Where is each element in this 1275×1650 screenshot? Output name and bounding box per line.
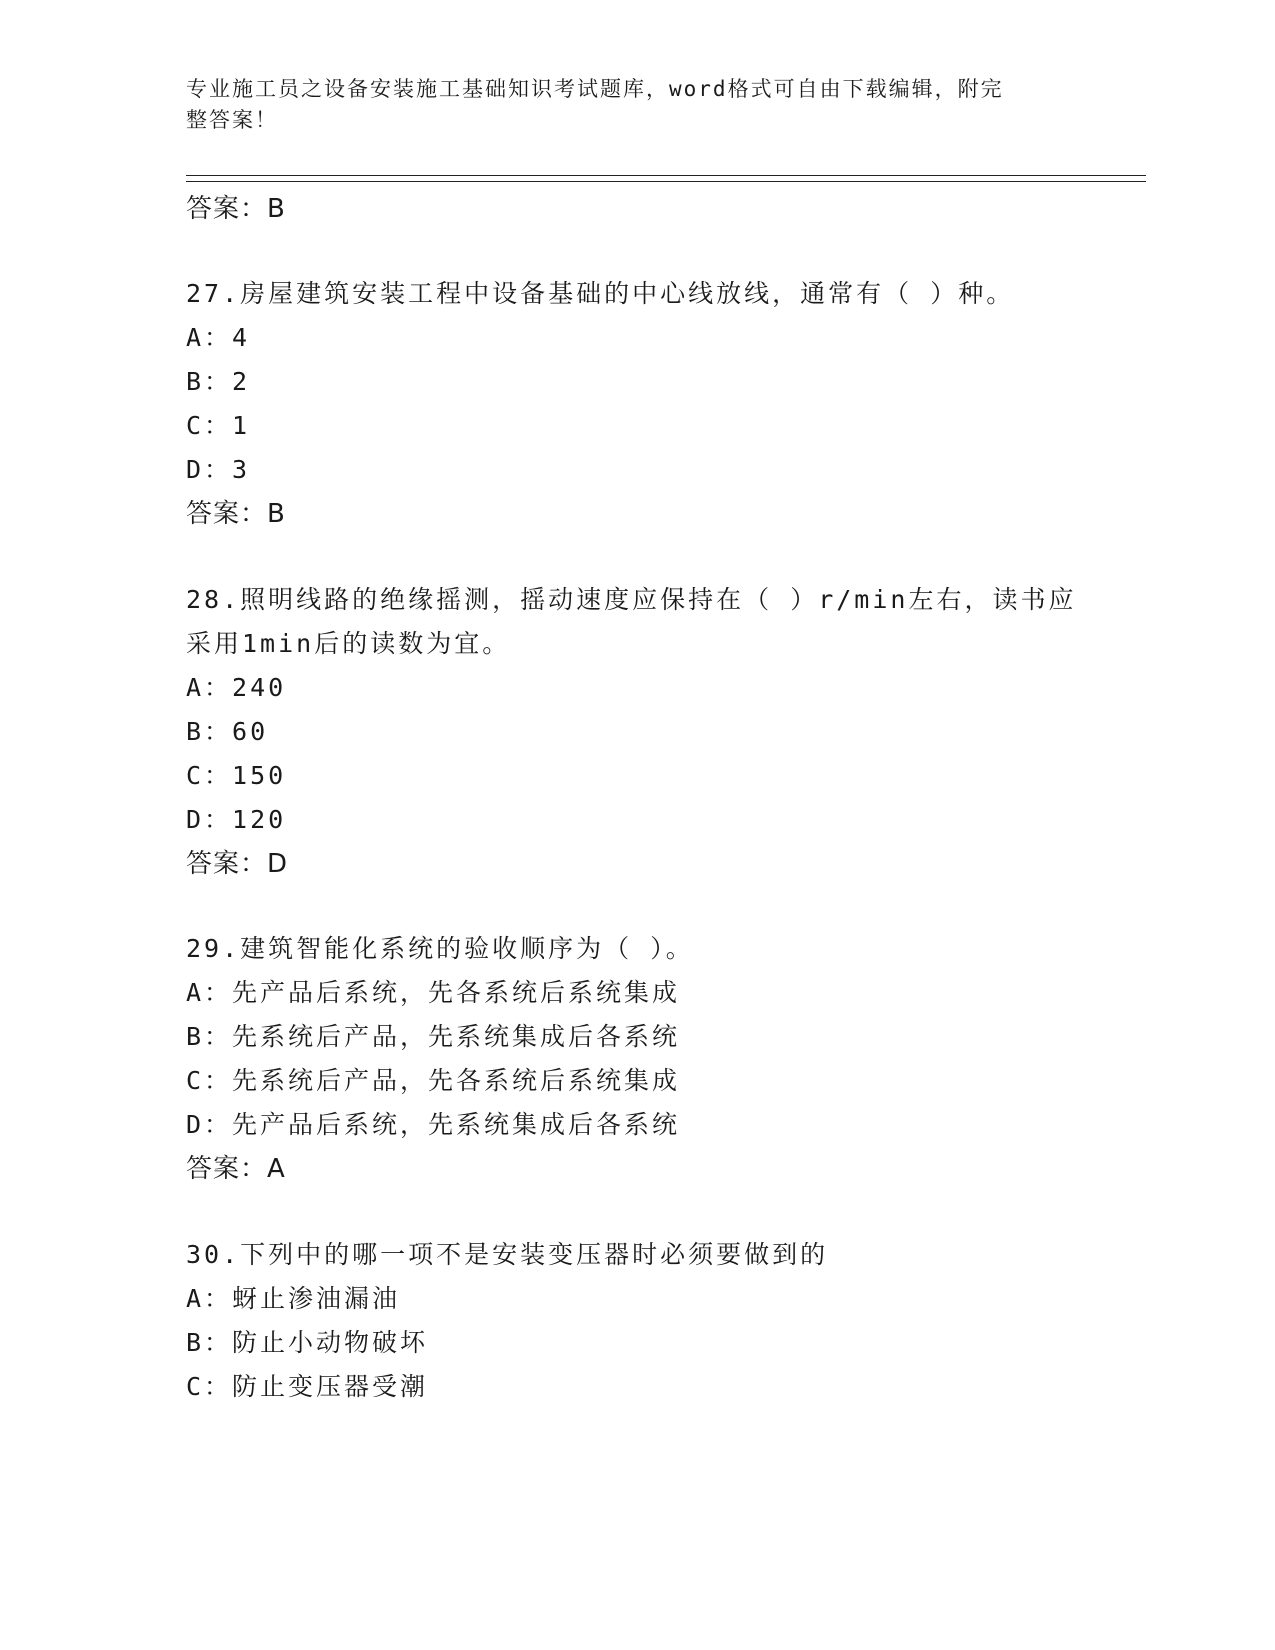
header-divider-bottom xyxy=(186,181,1146,182)
question-29-text: 29.建筑智能化系统的验收顺序为（ ）。 xyxy=(186,934,694,963)
question-29-option-a: A：先产品后系统，先各系统后系统集成 xyxy=(186,978,681,1007)
question-27-option-a: A：4 xyxy=(186,323,251,352)
question-28-option-d: D：120 xyxy=(186,805,287,834)
question-28-option-b: B：60 xyxy=(186,717,269,746)
header-line-1: 专业施工员之设备安装施工基础知识考试题库，word格式可自由下载编辑，附完 xyxy=(186,77,1004,101)
question-28-text-line-2: 采用1min后的读数为宜。 xyxy=(186,629,511,658)
question-27-option-c: C：1 xyxy=(186,411,251,440)
question-29-answer: 答案：A xyxy=(186,1154,286,1184)
question-30-option-b: B：防止小动物破坏 xyxy=(186,1328,429,1357)
question-28-option-c: C：150 xyxy=(186,761,287,790)
question-30-option-c: C：防止变压器受潮 xyxy=(186,1372,429,1401)
question-28-answer: 答案：D xyxy=(186,849,289,879)
question-30-text: 30.下列中的哪一项不是安装变压器时必须要做到的 xyxy=(186,1240,829,1269)
question-29-option-c: C：先系统后产品，先各系统后系统集成 xyxy=(186,1066,681,1095)
question-28-text-line-1: 28.照明线路的绝缘摇测，摇动速度应保持在（ ）r/min左右，读书应 xyxy=(186,585,1077,614)
question-29-option-d: D：先产品后系统，先系统集成后各系统 xyxy=(186,1110,681,1139)
question-29-option-b: B：先系统后产品，先系统集成后各系统 xyxy=(186,1022,681,1051)
header-line-2: 整答案！ xyxy=(186,108,278,132)
header-divider-top xyxy=(186,175,1146,176)
previous-answer: 答案：B xyxy=(186,194,286,224)
question-30-option-a: A：蚜止渗油漏油 xyxy=(186,1284,401,1313)
question-27-text: 27.房屋建筑安装工程中设备基础的中心线放线，通常有（ ）种。 xyxy=(186,279,1015,308)
question-27-option-d: D：3 xyxy=(186,455,251,484)
question-28-option-a: A：240 xyxy=(186,673,287,702)
question-27-answer: 答案：B xyxy=(186,499,286,529)
document-header xyxy=(186,74,1066,136)
question-27-option-b: B：2 xyxy=(186,367,251,396)
